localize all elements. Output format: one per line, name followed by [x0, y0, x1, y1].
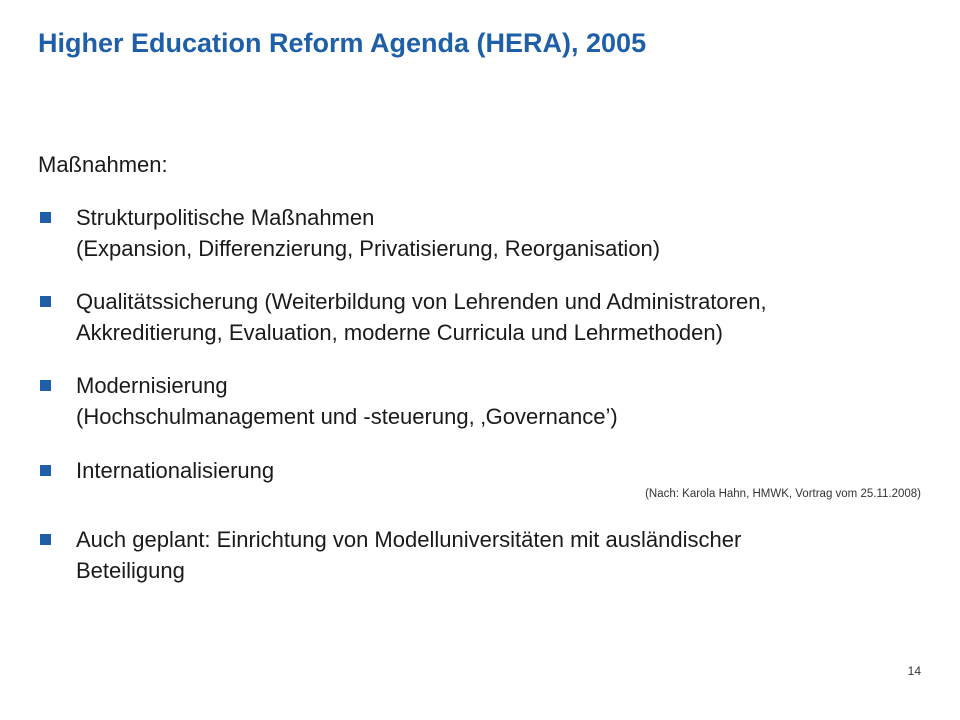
bullet-line: Internationalisierung — [76, 458, 275, 483]
square-bullet-icon — [40, 296, 51, 307]
square-bullet-icon — [40, 534, 51, 545]
slide-title: Higher Education Reform Agenda (HERA), 2005 — [38, 28, 647, 58]
bullet-item-modernisierung — [38, 370, 928, 432]
bullet-item-modelluniversitaeten — [38, 524, 928, 586]
bullet-text — [76, 370, 928, 432]
bullet-item-internationalisierung — [38, 455, 928, 486]
bullet-item-strukturpolitik — [38, 202, 928, 264]
square-bullet-icon — [40, 465, 51, 476]
bullet-line: Beteiligung — [76, 558, 185, 583]
square-bullet-icon — [40, 212, 51, 223]
bullet-line: Strukturpolitische Maßnahmen — [76, 205, 375, 230]
bullet-line: Modernisierung — [76, 373, 228, 398]
square-bullet-icon — [40, 380, 51, 391]
source-citation: (Nach: Karola Hahn, HMWK, Vortrag vom 25.11.2008) — [645, 488, 921, 500]
bullet-line: Qualitätssicherung (Weiterbildung von Lehrenden und Administratoren, — [76, 289, 767, 314]
bullet-item-qualitaetssicherung — [38, 286, 928, 348]
bullet-line: Auch geplant: Einrichtung von Modelluniversitäten mit ausländischer — [76, 527, 742, 552]
page-number: 14 — [907, 664, 921, 678]
bullet-text — [76, 524, 928, 586]
intro-label: Maßnahmen: — [38, 152, 168, 177]
bullet-line: (Hochschulmanagement und -steuerung, ‚Governance’) — [76, 404, 618, 429]
bullet-text — [76, 286, 928, 348]
bullet-line: Akkreditierung, Evaluation, moderne Curricula und Lehrmethoden) — [76, 320, 723, 345]
bullet-text — [76, 202, 928, 264]
bullet-text — [76, 455, 928, 486]
bullet-line: (Expansion, Differenzierung, Privatisierung, Reorganisation) — [76, 236, 661, 261]
